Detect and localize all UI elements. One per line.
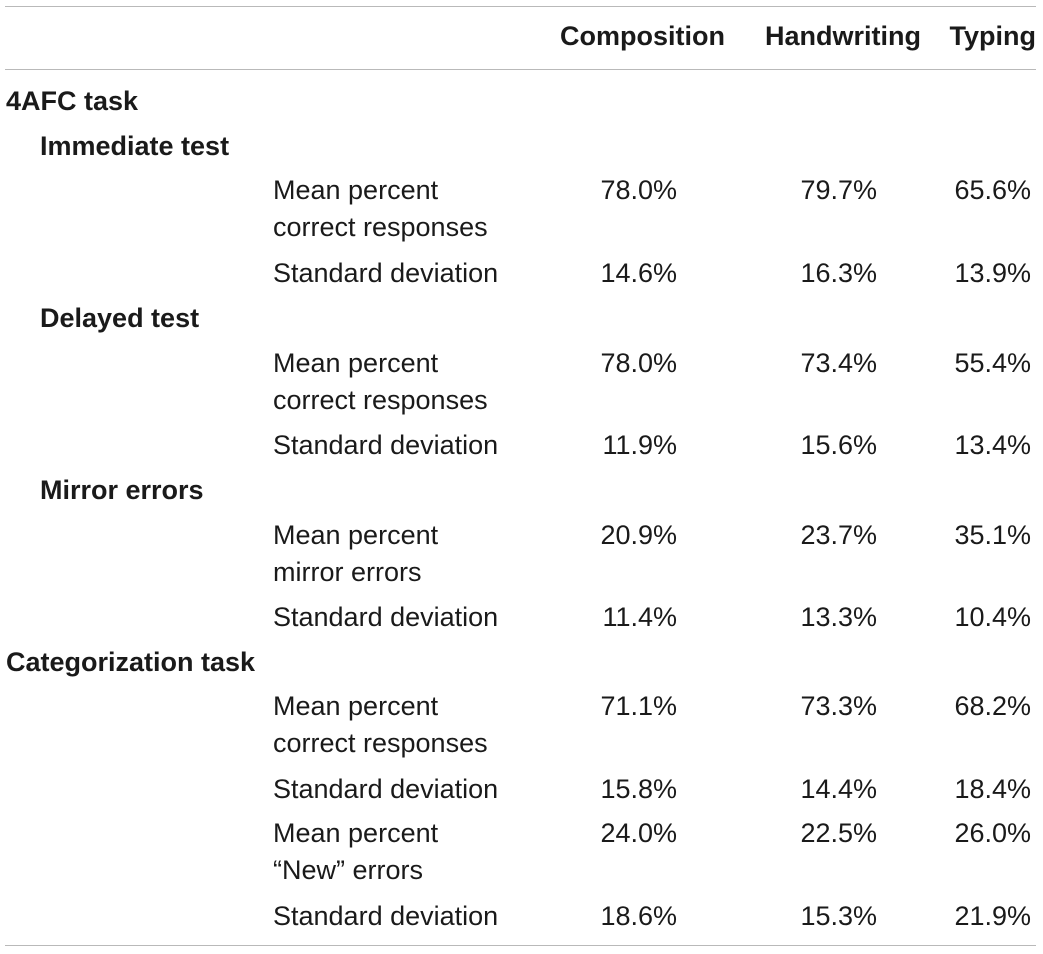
cell-handwriting: 14.4%	[800, 774, 877, 804]
row-label: Standard deviation	[273, 258, 499, 288]
row-label: Mean percent correct responses	[273, 175, 488, 242]
row-label: Mean percent correct responses	[273, 348, 488, 415]
section-title-categorization: Categorization task	[6, 647, 256, 677]
cell-handwriting: 73.3%	[800, 691, 877, 721]
cell-typing: 10.4%	[954, 602, 1031, 632]
cell-typing: 65.6%	[954, 175, 1031, 205]
row-label: Mean percent correct responses	[273, 691, 488, 758]
row-label: Standard deviation	[273, 430, 499, 460]
cell-typing: 35.1%	[954, 520, 1031, 550]
cell-composition: 71.1%	[600, 691, 677, 721]
cell-composition: 78.0%	[600, 348, 677, 378]
cell-composition: 11.4%	[602, 602, 677, 632]
cell-typing: 55.4%	[954, 348, 1031, 378]
row-label: Standard deviation	[273, 901, 499, 931]
cell-typing: 18.4%	[954, 774, 1031, 804]
cell-typing: 21.9%	[954, 901, 1031, 931]
cell-handwriting: 16.3%	[800, 258, 877, 288]
row-label: Standard deviation	[273, 774, 499, 804]
cell-composition: 14.6%	[600, 258, 677, 288]
cell-typing: 68.2%	[954, 691, 1031, 721]
cell-composition: 15.8%	[600, 774, 677, 804]
subsection-title-delayed: Delayed test	[40, 303, 200, 333]
cell-composition: 11.9%	[602, 430, 677, 460]
cell-handwriting: 22.5%	[800, 818, 877, 848]
row-label: Mean percent “New” errors	[273, 818, 439, 885]
column-header-handwriting: Handwriting	[765, 21, 921, 51]
subsection-title-immediate: Immediate test	[40, 131, 230, 161]
cell-handwriting: 79.7%	[800, 175, 877, 205]
cell-handwriting: 23.7%	[800, 520, 877, 550]
section-title-4afc: 4AFC task	[6, 86, 139, 116]
cell-typing: 26.0%	[954, 818, 1031, 848]
cell-handwriting: 15.3%	[800, 901, 877, 931]
row-label: Standard deviation	[273, 602, 499, 632]
cell-typing: 13.4%	[954, 430, 1031, 460]
top-rule	[5, 6, 1036, 7]
cell-composition: 18.6%	[600, 901, 677, 931]
header-rule	[5, 69, 1036, 70]
cell-handwriting: 13.3%	[800, 602, 877, 632]
cell-composition: 78.0%	[600, 175, 677, 205]
cell-composition: 24.0%	[600, 818, 677, 848]
cell-composition: 20.9%	[600, 520, 677, 550]
cell-handwriting: 73.4%	[800, 348, 877, 378]
column-header-composition: Composition	[560, 21, 725, 51]
cell-typing: 13.9%	[954, 258, 1031, 288]
subsection-title-mirror: Mirror errors	[40, 475, 204, 505]
bottom-rule	[5, 945, 1036, 946]
column-header-typing: Typing	[949, 21, 1036, 51]
cell-handwriting: 15.6%	[800, 430, 877, 460]
row-label: Mean percent mirror errors	[273, 520, 439, 587]
